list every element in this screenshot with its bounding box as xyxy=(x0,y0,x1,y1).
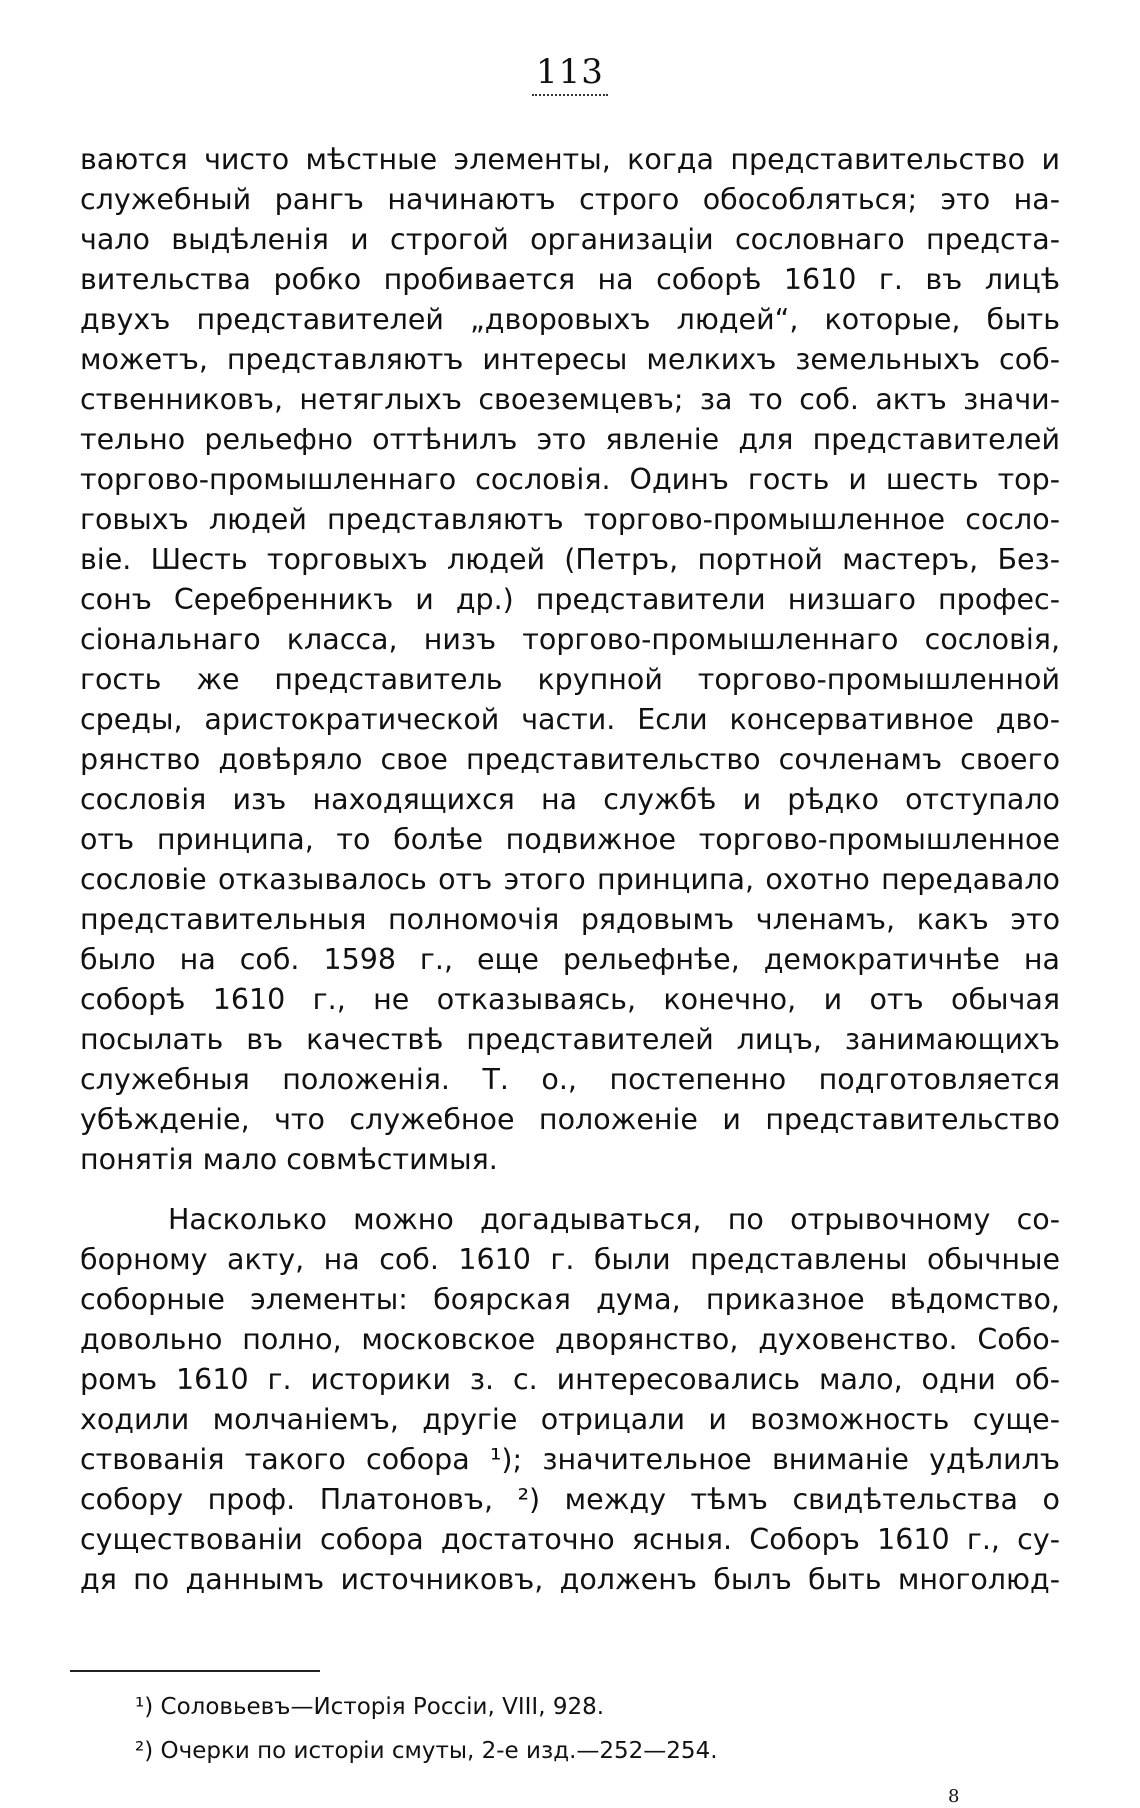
text-line: среды, аристократической части. Если консервативное дво- xyxy=(80,703,1060,736)
text-line: ственниковъ, нетяглыхъ своеземцевъ; за то соб. актъ значи- xyxy=(80,383,1060,416)
text-line: рянство довѣряло свое представительство сочленамъ своего xyxy=(80,743,1060,776)
text-line: служебный рангъ начинаютъ строго обособляться; это на- xyxy=(80,183,1060,216)
text-line: ходили молчаніемъ, другіе отрицали и возможность суще- xyxy=(80,1403,1060,1436)
text-line: довольно полно, московское дворянство, духовенство. Собо- xyxy=(80,1323,1060,1356)
footnote-1: ¹) Соловьевъ—Исторія Россіи, VIII, 928. xyxy=(135,1694,605,1720)
text-line: чало выдѣленія и строгой организаціи сословнаго предста- xyxy=(80,223,1060,256)
text-line: сословія изъ находящихся на службѣ и рѣдко отступало xyxy=(80,783,1060,816)
text-line: посылать въ качествѣ представителей лицъ, занимающихъ xyxy=(80,1023,1060,1056)
text-line: ромъ 1610 г. историки з. с. интересовались мало, одни об- xyxy=(80,1363,1060,1396)
text-line: можетъ, представляютъ интересы мелкихъ земельныхъ соб- xyxy=(80,343,1060,376)
text-line: ваются чисто мѣстные элементы, когда представительство и xyxy=(80,143,1060,176)
text-line: сонъ Серебренникъ и др.) представители низшаго профес- xyxy=(80,583,1060,616)
paragraph-gap xyxy=(80,1180,1060,1200)
text-line: гость же представитель крупной торгово-промышленной xyxy=(80,663,1060,696)
text-line: отъ принципа, то болѣе подвижное торгово-промышленное xyxy=(80,823,1060,856)
text-line: служебныя положенія. Т. о., постепенно подготовляется xyxy=(80,1063,1060,1096)
footnotes xyxy=(135,1685,935,1773)
page-number: 113 xyxy=(0,52,1140,92)
paragraph-1 xyxy=(80,140,1060,1180)
text-line: вительства робко пробивается на соборѣ 1610 г. въ лицѣ xyxy=(80,263,1060,296)
text-line: сіональнаго класса, низъ торгово-промышленнаго сословія, xyxy=(80,623,1060,656)
text-line: соборные элементы: боярская дума, приказное вѣдомство, xyxy=(80,1283,1060,1316)
text-line: говыхъ людей представляютъ торгово-промышленное сосло- xyxy=(80,503,1060,536)
main-text xyxy=(80,140,1060,1600)
footnote-2: ²) Очерки по исторіи смуты, 2-е изд.—252—254. xyxy=(135,1738,718,1764)
text-line: понятія мало совмѣстимыя. xyxy=(80,1143,498,1176)
text-line: борному акту, на соб. 1610 г. были представлены обычные xyxy=(80,1243,1060,1276)
text-line: сословіе отказывалось отъ этого принципа, охотно передавало xyxy=(80,863,1060,896)
text-line: представительныя полномочія рядовымъ членамъ, какъ это xyxy=(80,903,1060,936)
text-line: собору проф. Платоновъ, ²) между тѣмъ свидѣтельства о xyxy=(80,1483,1060,1516)
text-line: убѣжденіе, что служебное положеніе и представительство xyxy=(80,1103,1060,1136)
text-line: ствованія такого собора ¹); значительное вниманіе удѣлилъ xyxy=(80,1443,1060,1476)
text-line: соборѣ 1610 г., не отказываясь, конечно, и отъ обычая xyxy=(80,983,1060,1016)
text-line: Насколько можно догадываться, по отрывочному со- xyxy=(168,1203,1060,1236)
text-line: двухъ представителей „дворовыхъ людей“, которые, быть xyxy=(80,303,1060,336)
footnote-divider xyxy=(70,1670,320,1672)
signature-mark: 8 xyxy=(948,1786,960,1807)
text-line: віе. Шесть торговыхъ людей (Петръ, портной мастеръ, Без- xyxy=(80,543,1060,576)
text-line: было на соб. 1598 г., еще рельефнѣе, демократичнѣе на xyxy=(80,943,1060,976)
paragraph-2 xyxy=(80,1200,1060,1600)
text-line: дя по даннымъ источниковъ, долженъ былъ быть многолюд- xyxy=(80,1563,1060,1596)
text-line: тельно рельефно оттѣнилъ это явленіе для представителей xyxy=(80,423,1060,456)
text-line: существованіи собора достаточно ясныя. Соборъ 1610 г., су- xyxy=(80,1523,1060,1556)
text-line: торгово-промышленнаго сословія. Одинъ гость и шесть тор- xyxy=(80,463,1060,496)
